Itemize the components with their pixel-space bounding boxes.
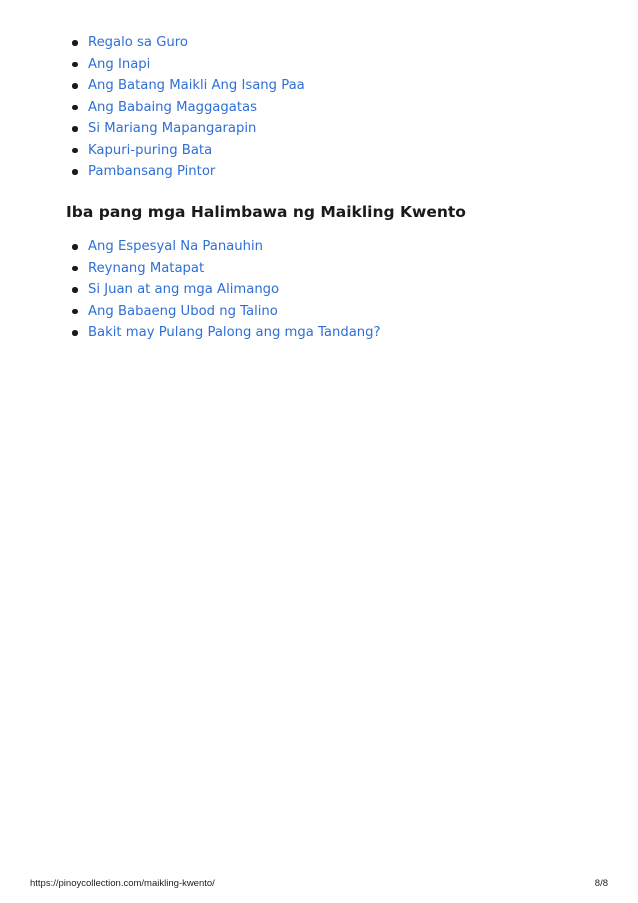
- list-item: [66, 279, 381, 301]
- bullet-icon: [72, 244, 78, 250]
- bullet-icon: [72, 309, 78, 315]
- story-link[interactable]: Ang Babaing Maggagatas: [88, 99, 257, 115]
- bullet-icon: [72, 330, 78, 336]
- bullet-icon: [72, 266, 78, 272]
- list-item: [66, 75, 305, 97]
- list-item: [66, 236, 381, 258]
- list-item: [66, 97, 305, 119]
- story-link[interactable]: Ang Batang Maikli Ang Isang Paa: [88, 78, 305, 93]
- list-item: [66, 322, 381, 344]
- story-link[interactable]: Reynang Matapat: [88, 260, 205, 276]
- story-link[interactable]: Ang Babaeng Ubod ng Talino: [88, 303, 278, 319]
- bullet-icon: [72, 40, 78, 46]
- list-item: [66, 32, 305, 54]
- list-item: [66, 54, 305, 76]
- bullet-icon: [72, 83, 78, 89]
- list-item: [66, 161, 305, 183]
- list-item: [66, 301, 381, 323]
- story-link-list: [66, 32, 305, 183]
- other-examples-link-list: [66, 236, 381, 344]
- story-link[interactable]: Ang Espesyal Na Panauhin: [88, 239, 263, 254]
- story-link[interactable]: Kapuri-puring Bata: [88, 142, 213, 158]
- list-item: [66, 258, 381, 280]
- bullet-icon: [72, 148, 78, 154]
- bullet-icon: [72, 169, 78, 175]
- list-item: [66, 118, 305, 140]
- page-number: 8/8: [594, 878, 608, 889]
- story-link[interactable]: Pambansang Pintor: [88, 164, 216, 179]
- bullet-icon: [72, 287, 78, 293]
- section-heading: Iba pang mga Halimbawa ng Maikling Kwento: [66, 203, 466, 221]
- bullet-icon: [72, 62, 78, 68]
- story-link[interactable]: Ang Inapi: [88, 56, 151, 72]
- bullet-icon: [72, 126, 78, 132]
- story-link[interactable]: Si Juan at ang mga Alimango: [88, 282, 280, 297]
- list-item: [66, 140, 305, 162]
- bullet-icon: [72, 105, 78, 111]
- story-link[interactable]: Si Mariang Mapangarapin: [88, 121, 257, 136]
- story-link[interactable]: Bakit may Pulang Palong ang mga Tandang?: [88, 325, 381, 340]
- footer-url: https://pinoycollection.com/maikling-kwento/: [30, 878, 215, 889]
- story-link[interactable]: Regalo sa Guro: [88, 35, 188, 50]
